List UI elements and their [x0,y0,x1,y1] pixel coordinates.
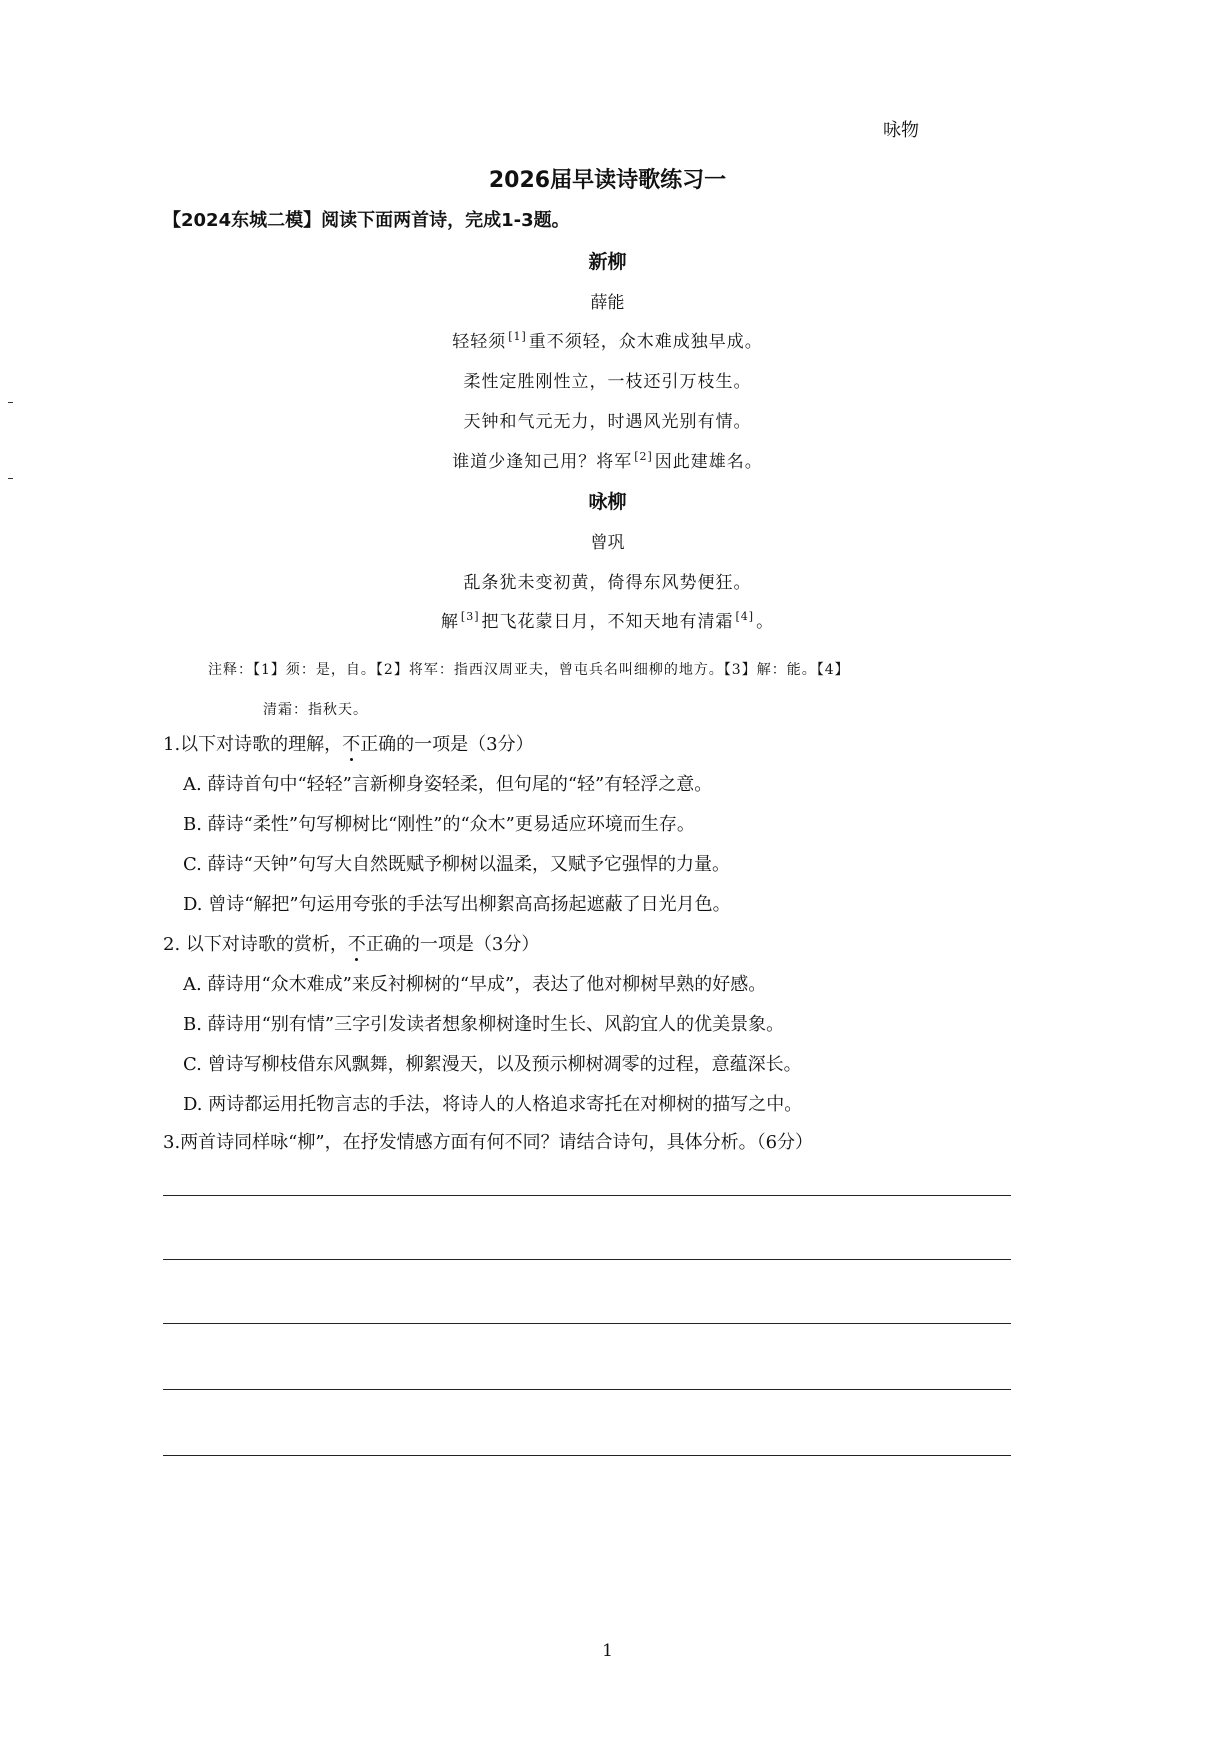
annotations [208,650,1008,730]
poem1-line: 柔性定胜刚性立，一枝还引万枝生。 [463,372,752,392]
q2-option-b: B. 薛诗用“别有情”三字引发读者想象柳树逢时生长、风韵宜人的优美景象。 [183,1014,785,1035]
corner-label: 咏物 [883,120,919,141]
poem1-line: 谁道少逢知己用？将军 [2] 因此建雄名。 [452,450,763,472]
poem2-line: 乱条犹未变初黄，倚得东风势便狂。 [463,573,752,593]
q1-option-d: D. 曾诗“解把”句运用夸张的手法写出柳絮高高扬起遮蔽了日光月色。 [183,894,731,915]
answer-line[interactable] [163,1195,1011,1196]
answer-line[interactable] [163,1259,1011,1260]
poem2-line: 解 [3] 把飞花蒙日月，不知天地有清霜 [4] 。 [440,610,775,632]
q1-option-a: A. 薛诗首句中“轻轻”言新柳身姿轻柔，但句尾的“轻”有轻浮之意。 [183,774,713,795]
poem1-line: 天钟和气元无力，时遇风光别有情。 [463,412,752,432]
question-1-stem: 1.以下对诗歌的理解，不正确的一项是（3分） [163,734,534,755]
instruction: 【2024东城二模】阅读下面两首诗，完成1-3题。 [163,210,570,231]
poem2-title: 咏柳 [588,491,627,513]
page-title: 2026届早读诗歌练习一 [488,168,727,193]
poem1-author: 薛能 [590,293,625,313]
poem1-line: 轻轻须 [1] 重不须轻，众木难成独早成。 [452,330,763,352]
scan-mark [8,402,13,403]
question-3-stem: 3.两首诗同样咏“柳”，在抒发情感方面有何不同？请结合诗句，具体分析。（6分） [163,1132,814,1153]
q1-option-c: C. 薛诗“天钟”句写大自然既赋予柳树以温柔，又赋予它强悍的力量。 [183,854,730,875]
q2-option-d: D. 两诗都运用托物言志的手法，将诗人的人格追求寄托在对柳树的描写之中。 [183,1094,803,1115]
q1-option-b: B. 薛诗“柔性”句写柳树比“刚性”的“众木”更易适应环境而生存。 [183,814,695,835]
answer-line[interactable] [163,1323,1011,1324]
answer-line[interactable] [163,1389,1011,1390]
q2-option-c: C. 曾诗写柳枝借东风飘舞，柳絮漫天，以及预示柳树凋零的过程，意蕴深长。 [183,1054,802,1075]
answer-line[interactable] [163,1455,1011,1456]
poem1-title: 新柳 [588,251,627,273]
page-number: 1 [602,1641,613,1661]
poem2-author: 曾巩 [590,533,625,553]
question-2-stem: 2. 以下对诗歌的赏析，不正确的一项是（3分） [163,934,540,955]
annotation-line: 注释：【1】须：是，自。【2】将军：指西汉周亚夫，曾屯兵名叫细柳的地方。【3】解：能。【4】 [208,662,850,678]
annotation-line: 清霜：指秋天。 [263,702,368,718]
q2-option-a: A. 薛诗用“众木难成”来反衬柳树的“早成”，表达了他对柳树早熟的好感。 [183,974,767,995]
scan-mark [8,478,13,479]
